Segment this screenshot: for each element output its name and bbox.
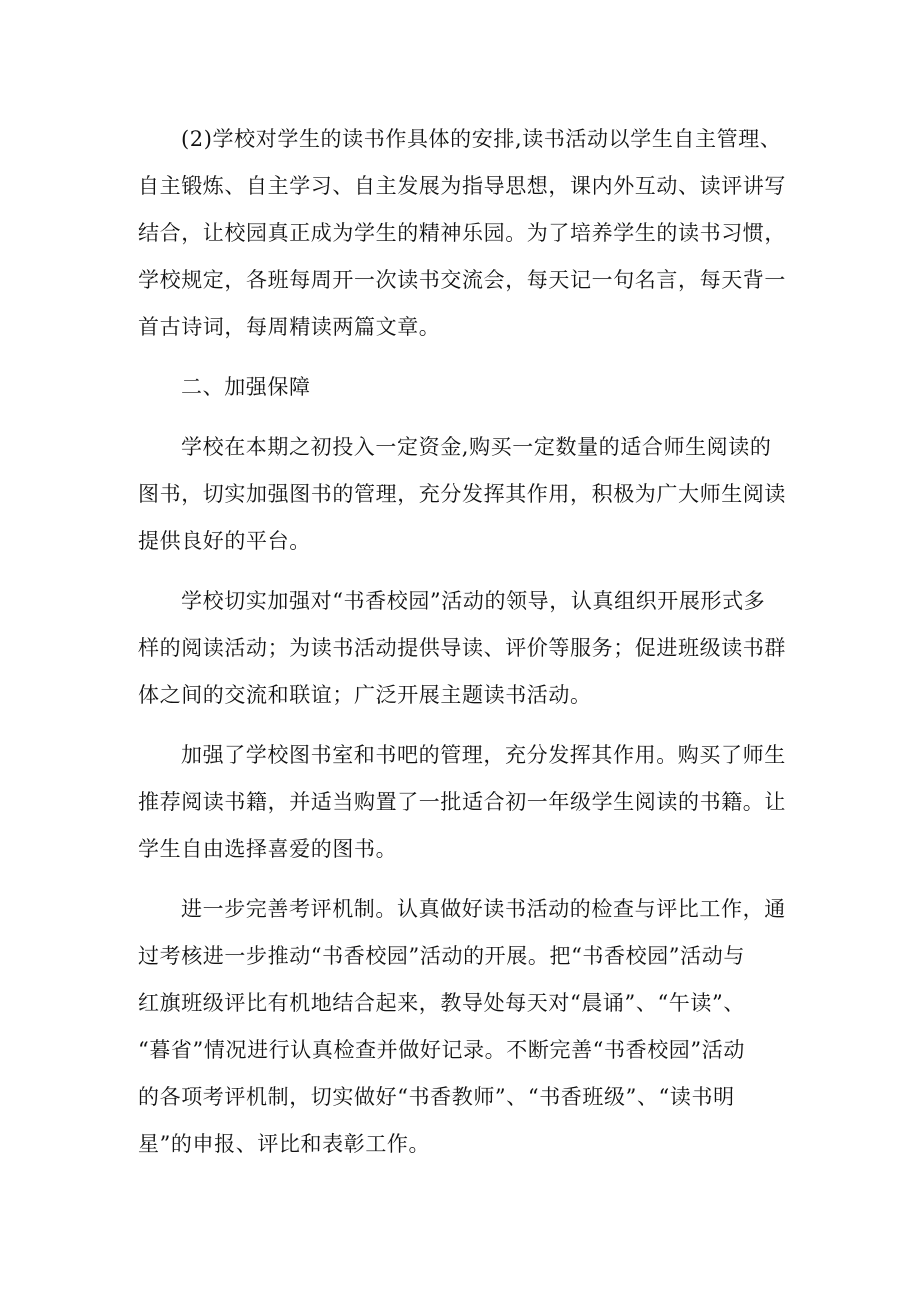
text-line: 学校切实加强对“书香校园”活动的领导，认真组织开展形式多	[181, 589, 766, 613]
paragraph-library	[138, 732, 818, 873]
text-line: 结合，让校园真正成为学生的精神乐园。为了培养学生的读书习惯，	[138, 221, 786, 245]
text-line: 自主锻炼、自主学习、自主发展为指导思想，课内外互动、读评讲写	[138, 174, 786, 198]
text-line: 进一步完善考评机制。认真做好读书活动的检查与评比工作，通	[181, 897, 786, 921]
text-line: 图书，切实加强图书的管理，充分发挥其作用，积极为广大师生阅读	[138, 482, 786, 506]
text-line: 红旗班级评比有机地结合起来，教导处每天对“晨诵”、“午读”、	[138, 991, 745, 1015]
text-line: 体之间的交流和联谊；广泛开展主题读书活动。	[138, 683, 592, 707]
paragraph-funding	[138, 424, 818, 565]
text-line: 学生自由选择喜爱的图书。	[138, 837, 398, 861]
paragraph-reading-arrangement	[138, 116, 818, 351]
section-heading	[138, 364, 818, 411]
text-line: 样的阅读活动；为读书活动提供导读、评价等服务；促进班级读书群	[138, 636, 786, 660]
text-line: 过考核进一步推动“书香校园”活动的开展。把“书香校园”活动与	[138, 944, 745, 968]
text-line: 推荐阅读书籍，并适当购置了一批适合初一年级学生阅读的书籍。让	[138, 790, 786, 814]
text-line: (2)学校对学生的读书作具体的安排,读书活动以学生自主管理、	[181, 127, 782, 151]
text-line: 学校在本期之初投入一定资金,购买一定数量的适合师生阅读的	[181, 435, 772, 459]
text-line: 的各项考评机制，切实做好“书香教师”、“书香班级”、“读书明	[138, 1085, 735, 1109]
text-line: 星”的申报、评比和表彰工作。	[138, 1132, 431, 1156]
document-page	[138, 116, 818, 1181]
section-heading-text: 二、加强保障	[181, 375, 311, 399]
text-line: 首古诗词，每周精读两篇文章。	[138, 315, 441, 339]
text-line: 提供良好的平台。	[138, 529, 311, 553]
text-line: 学校规定，各班每周开一次读书交流会，每天记一句名言，每天背一	[138, 268, 786, 292]
text-line: “暮省”情况进行认真检查并做好记录。不断完善“书香校园”活动	[138, 1038, 745, 1062]
paragraph-evaluation	[138, 886, 818, 1168]
text-line: 加强了学校图书室和书吧的管理，充分发挥其作用。购买了师生	[181, 743, 786, 767]
paragraph-leadership	[138, 578, 818, 719]
